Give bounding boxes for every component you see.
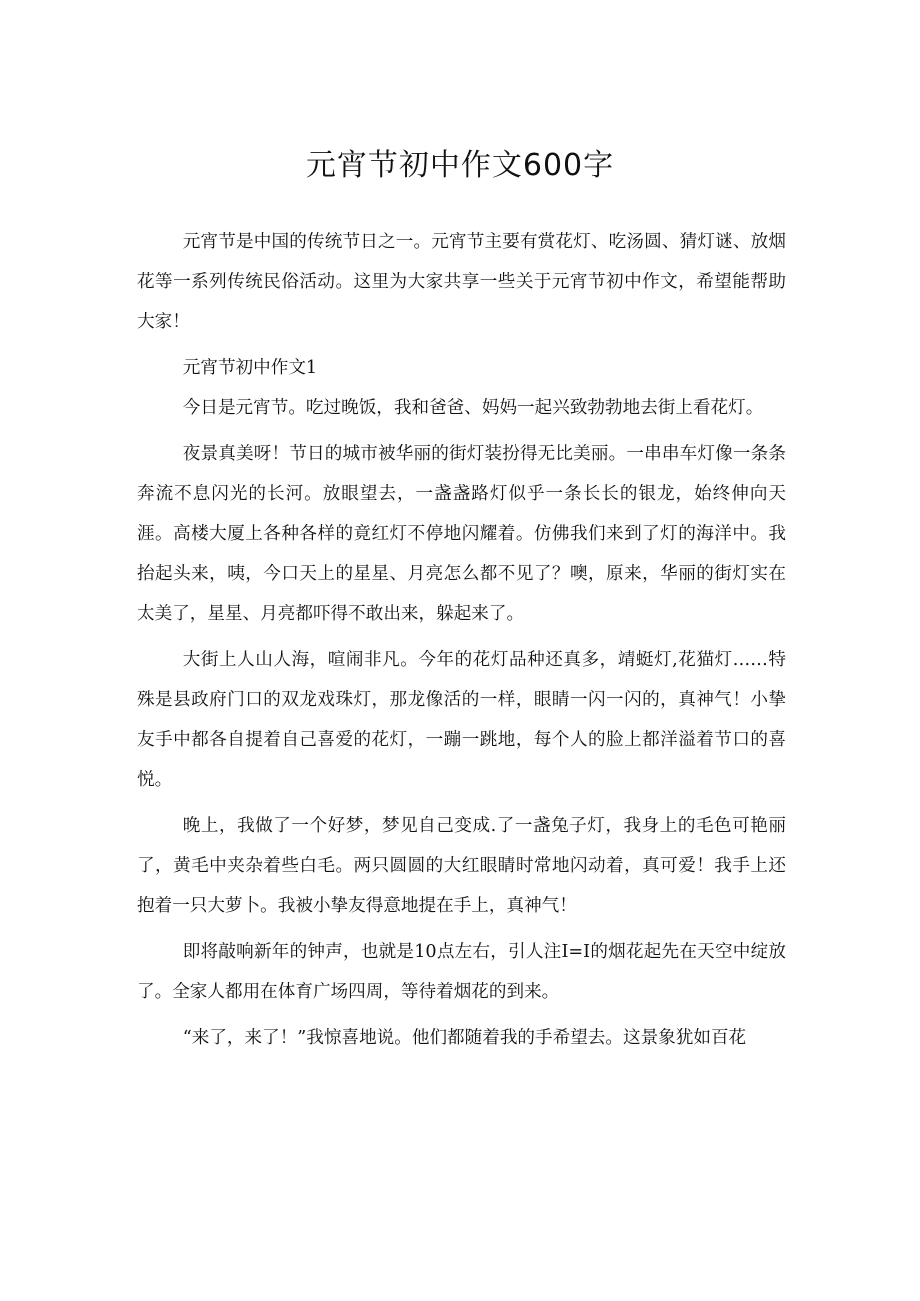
body-paragraph: “来了，来了！”我惊喜地说。他们都随着我的手希望去。这景象犹如百花 <box>182 1028 747 1048</box>
article-body <box>137 222 786 1064</box>
body-paragraph: 夜景真美呀！节日的城市被华丽的街灯装扮得无比美丽。一串串车灯像一条条奔流不息闪光的长河。放眼望去，一盏盏路灯似乎一条长长的银龙，始终伸向天涯。高楼大厦上各种各样的竟红灯不停地闪耀着。仿佛我们来到了灯的海洋中。我抬起头来，咦，今口天上的星星、月亮怎么都不见了？噢，原来，华丽的街灯实在太美了，星星、月亮都吓得不敢出来，躲起来了。 <box>137 444 786 624</box>
body-paragraph: 晚上，我做了一个好梦，梦见自己变成.了一盏兔子灯，我身上的毛色可艳丽了，黄毛中夹杂着些白毛。两只圆圆的大红眼睛时常地闪动着，真可爱！我手上还抱着一只大萝卜。我被小挚友得意地提在手上，真神气！ <box>137 816 786 916</box>
page-title: 元宵节初中作文600字 <box>305 148 615 183</box>
body-paragraph: 即将敲响新年的钟声，也就是10点左右，引人注I=I的烟花起先在天空中绽放了。全家人都用在体育广场四周，等待着烟花的到来。 <box>137 942 786 1002</box>
intro-paragraph: 元宵节是中国的传统节日之一。元宵节主要有赏花灯、吃汤圆、猜灯谜、放烟花等一系列传统民俗活动。这里为大家共享一些关于元宵节初中作文，希望能帮助大家！ <box>137 232 786 332</box>
body-paragraph: 今日是元宵节。吃过晚饭，我和爸爸、妈妈一起兴致勃勃地去街上看花灯。 <box>182 398 764 418</box>
section-heading: 元宵节初中作文1 <box>182 358 318 378</box>
body-paragraph: 大街上人山人海，喧闹非凡。今年的花灯品种还真多，靖蜓灯,花猫灯……特殊是县政府门口的双龙戏珠灯，那龙像活的一样，眼睛一闪一闪的，真神气！小挚友手中都各自提着自己喜爱的花灯，一蹦一跳地，每个人的脸上都洋溢着节口的喜悦。 <box>137 650 786 790</box>
